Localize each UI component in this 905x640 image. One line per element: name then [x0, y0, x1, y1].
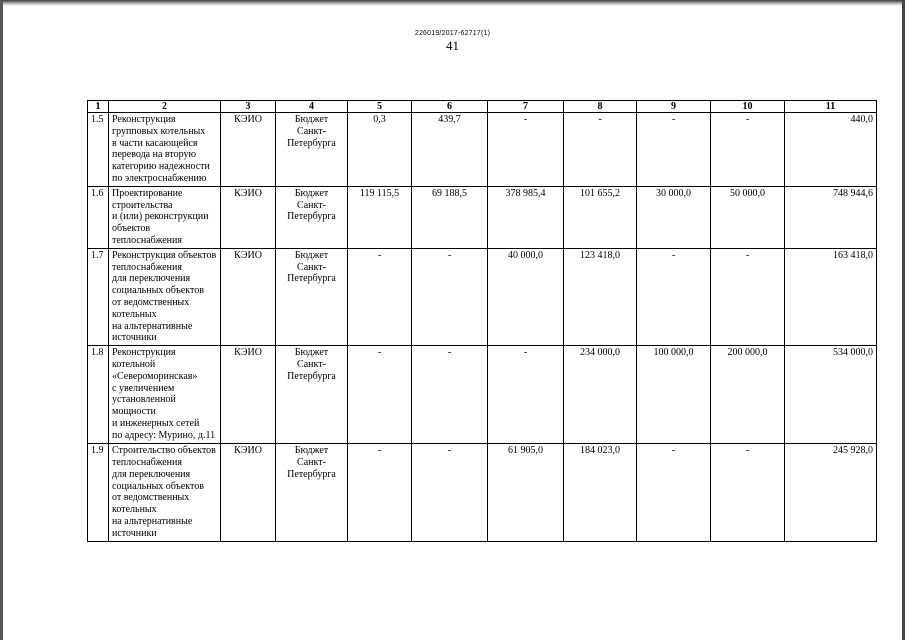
column-header: 10	[711, 101, 785, 113]
value-col-6: 69 188,5	[412, 186, 488, 248]
column-header: 11	[785, 101, 877, 113]
table-row	[88, 113, 877, 187]
document-number: 226019/2017-62717(1)	[414, 30, 491, 37]
value-col-10: -	[711, 113, 785, 187]
value-col-7: 378 985,4	[488, 186, 564, 248]
funding-source: Бюджет Санкт- Петербурга	[276, 186, 348, 248]
funding-source: Бюджет Санкт- Петербурга	[276, 113, 348, 187]
value-col-8: 101 655,2	[564, 186, 637, 248]
value-col-7: -	[488, 113, 564, 187]
value-col-8: 234 000,0	[564, 346, 637, 444]
value-col-5: 119 115,5	[348, 186, 412, 248]
value-col-9: -	[637, 248, 711, 345]
table-row	[88, 248, 877, 345]
table-row	[88, 186, 877, 248]
measure-name: Строительство объектов теплоснабжения для переключения социальных объектов от ведомственных котельных на альтернативные источники	[109, 444, 221, 542]
value-col-7: 40 000,0	[488, 248, 564, 345]
value-col-8: 184 023,0	[564, 444, 637, 542]
column-header: 3	[221, 101, 276, 113]
value-col-10: -	[711, 248, 785, 345]
funding-source: Бюджет Санкт- Петербурга	[276, 444, 348, 542]
total-value: 534 000,0	[785, 346, 877, 444]
value-col-8: -	[564, 113, 637, 187]
value-col-6: -	[412, 248, 488, 345]
value-col-8: 123 418,0	[564, 248, 637, 345]
value-col-10: 200 000,0	[711, 346, 785, 444]
measure-name: Проектирование строительства и (или) реконструкции объектов теплоснабжения	[109, 186, 221, 248]
column-header: 1	[88, 101, 109, 113]
value-col-9: -	[637, 444, 711, 542]
value-col-9: 30 000,0	[637, 186, 711, 248]
executor: КЭИО	[221, 113, 276, 187]
measure-name: Реконструкция котельной «Североморинская» с увеличением установленной мощности и инженерных сетей по адресу: Мурино, д.11	[109, 346, 221, 444]
row-number: 1.9	[88, 444, 109, 542]
total-value: 440,0	[785, 113, 877, 187]
value-col-9: -	[637, 113, 711, 187]
value-col-5: -	[348, 248, 412, 345]
value-col-10: -	[711, 444, 785, 542]
executor: КЭИО	[221, 186, 276, 248]
column-header: 7	[488, 101, 564, 113]
total-value: 748 944,6	[785, 186, 877, 248]
value-col-6: -	[412, 444, 488, 542]
row-number: 1.5	[88, 113, 109, 187]
funding-source: Бюджет Санкт- Петербурга	[276, 346, 348, 444]
executor: КЭИО	[221, 346, 276, 444]
value-col-7: -	[488, 346, 564, 444]
value-col-10: 50 000,0	[711, 186, 785, 248]
scan-edge-left	[0, 0, 3, 640]
executor: КЭИО	[221, 444, 276, 542]
value-col-7: 61 905,0	[488, 444, 564, 542]
table-row	[88, 346, 877, 444]
value-col-5: 0,3	[348, 113, 412, 187]
column-header: 2	[109, 101, 221, 113]
column-header: 9	[637, 101, 711, 113]
row-number: 1.8	[88, 346, 109, 444]
total-value: 163 418,0	[785, 248, 877, 345]
value-col-5: -	[348, 444, 412, 542]
value-col-5: -	[348, 346, 412, 444]
funding-source: Бюджет Санкт- Петербурга	[276, 248, 348, 345]
value-col-6: 439,7	[412, 113, 488, 187]
column-header: 5	[348, 101, 412, 113]
row-number: 1.7	[88, 248, 109, 345]
program-table	[87, 100, 877, 542]
column-header: 4	[276, 101, 348, 113]
measure-name: Реконструкция объектов теплоснабжения для переключения социальных объектов от ведомственных котельных на альтернативные источники	[109, 248, 221, 345]
column-header: 6	[412, 101, 488, 113]
executor: КЭИО	[221, 248, 276, 345]
scan-edge-top	[0, 0, 905, 6]
value-col-9: 100 000,0	[637, 346, 711, 444]
measure-name: Реконструкция групповых котельных в части касающейся перевода на вторую категорию надежности по электроснабжению	[109, 113, 221, 187]
column-header: 8	[564, 101, 637, 113]
table-row	[88, 444, 877, 542]
value-col-6: -	[412, 346, 488, 444]
header-row	[88, 101, 877, 113]
page-number: 41	[446, 38, 459, 53]
row-number: 1.6	[88, 186, 109, 248]
total-value: 245 928,0	[785, 444, 877, 542]
